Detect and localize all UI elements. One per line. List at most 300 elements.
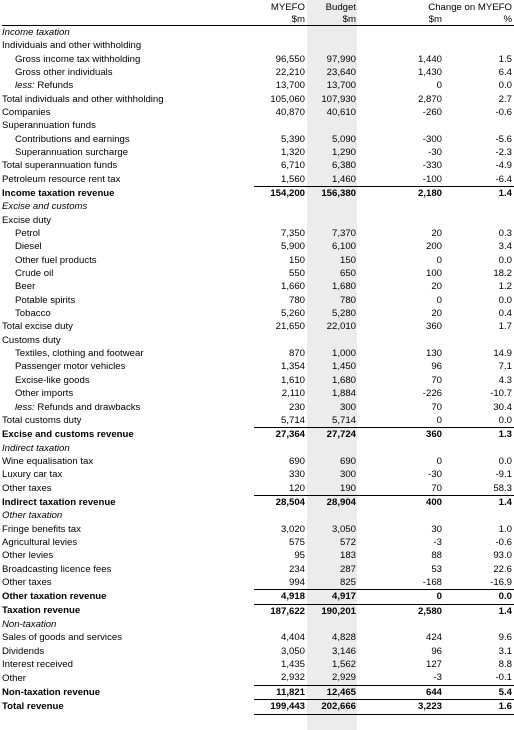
cell-myefo: 870: [288, 348, 305, 360]
cell-pct: 0.0: [498, 80, 513, 92]
cell-budget: 202,666: [307, 700, 358, 714]
cell-pct: [444, 200, 514, 213]
cell-change: 53: [431, 563, 442, 575]
row-label: [2, 700, 254, 714]
cell-myefo: [254, 334, 307, 347]
row-label: [2, 496, 254, 510]
cell-myefo: 550: [288, 268, 305, 280]
cell-myefo: [254, 119, 307, 132]
table-row-item: [2, 227, 514, 240]
row-label: [2, 93, 254, 106]
row-label-text: Potable spirits: [15, 294, 76, 306]
cell-change: [358, 26, 444, 40]
table-row-section: [2, 26, 514, 40]
cell-pct: 1.4: [444, 604, 514, 618]
cell-myefo: 5,714: [280, 414, 305, 426]
cell-myefo: 2,110: [281, 388, 305, 400]
cell-budget: 825: [339, 576, 356, 588]
cell-budget: [307, 200, 358, 213]
cell-pct: [444, 618, 514, 631]
row-label: [2, 361, 254, 374]
cell-change: 96: [431, 645, 442, 657]
cell-change: 20: [431, 281, 442, 293]
table-row-item: [2, 401, 514, 414]
cell-pct: [444, 509, 514, 522]
cell-pct: 93.0: [493, 550, 513, 562]
table-row-item: [2, 267, 514, 280]
row-label-text: Tobacco: [15, 308, 51, 320]
cell-budget: [307, 618, 358, 631]
table-row-line: [2, 549, 514, 562]
table-row-total: [2, 590, 514, 604]
cell-budget: 23,640: [326, 66, 356, 78]
cell-myefo: 40,870: [275, 106, 305, 118]
header-label-blank: [2, 2, 254, 13]
table-row-section: [2, 200, 514, 213]
cell-budget: 190,201: [307, 604, 358, 618]
cell-budget: 12,465: [307, 685, 358, 699]
row-label: [2, 604, 254, 618]
table-row-item: [2, 53, 514, 66]
table-row-sub: [2, 334, 514, 347]
cell-myefo: 690: [288, 455, 305, 467]
cell-change: 644: [358, 685, 444, 699]
cell-change: 0: [436, 294, 442, 306]
cell-pct: 0.0: [498, 455, 513, 467]
cell-myefo: 7,350: [280, 228, 305, 240]
table-row-line: [2, 93, 514, 106]
table-row-total: [2, 685, 514, 699]
row-label-text: Other fuel products: [15, 254, 97, 266]
header-change-on-myefo: Change on MYEFO: [428, 2, 513, 14]
cell-change: [358, 334, 444, 347]
cell-change: 0: [436, 455, 442, 467]
table-row-section: [2, 618, 514, 631]
cell-myefo: 21,650: [275, 321, 305, 333]
cell-myefo: 3,020: [280, 523, 305, 535]
cell-myefo: 187,622: [254, 604, 307, 618]
cell-budget: [307, 214, 358, 227]
row-label-text: Companies: [2, 106, 51, 118]
cell-change: 100: [425, 268, 442, 280]
cell-myefo: 4,404: [280, 632, 305, 644]
row-label: [2, 536, 254, 549]
row-label: [2, 133, 254, 146]
table-row-item: [2, 361, 514, 374]
cell-budget: 40,610: [326, 106, 356, 118]
cell-pct: -6.4: [495, 173, 513, 185]
cell-change: 360: [425, 321, 442, 333]
row-label-text: Luxury car tax: [2, 469, 63, 481]
cell-myefo: 994: [288, 576, 305, 588]
cell-myefo: 22,210: [275, 66, 305, 78]
cell-myefo: 3,050: [280, 645, 305, 657]
row-label-text: Non-taxation: [2, 619, 57, 630]
cell-pct: -5.6: [495, 133, 513, 145]
row-label: [2, 428, 254, 442]
cell-myefo: [254, 26, 307, 40]
row-label: [2, 267, 254, 280]
row-label: [2, 685, 254, 699]
cell-pct: -16.9: [490, 576, 513, 588]
cell-change: 200: [425, 241, 442, 253]
cell-change: [358, 119, 444, 132]
row-label-text: Superannuation funds: [2, 120, 96, 132]
cell-budget: 1,680: [331, 374, 356, 386]
row-label: [2, 106, 254, 119]
table-row-line: [2, 658, 514, 671]
row-label-text: Excise and customs revenue: [2, 428, 134, 440]
cell-change: 1,430: [417, 66, 442, 78]
cell-budget: 300: [339, 469, 356, 481]
cell-myefo: 6,710: [280, 160, 305, 172]
cell-pct: 4.3: [498, 374, 513, 386]
row-label-text: Textiles, clothing and footwear: [15, 348, 144, 360]
cell-budget: 1,460: [331, 173, 356, 185]
row-label-text: Superannuation surcharge: [15, 146, 129, 158]
cell-budget: [307, 26, 358, 40]
row-label-text: Excise duty: [2, 214, 52, 226]
row-label: [2, 658, 254, 671]
cell-change: -30: [428, 146, 442, 158]
cell-change: [358, 618, 444, 631]
table-body: [2, 26, 514, 715]
row-label-text: Broadcasting licence fees: [2, 563, 112, 575]
cell-pct: [444, 119, 514, 132]
table-row-total: [2, 496, 514, 510]
table-row-line: [2, 173, 514, 187]
row-label: [2, 227, 254, 240]
cell-pct: 1.3: [444, 428, 514, 442]
cell-budget: 6,380: [331, 160, 356, 172]
revenue-table: [2, 2, 514, 715]
cell-myefo: 234: [288, 563, 305, 575]
cell-myefo: 5,390: [280, 133, 305, 145]
row-label-text: Indirect taxation: [2, 442, 70, 454]
row-label: [2, 645, 254, 658]
cell-pct: 0.0: [498, 254, 513, 266]
cell-pct: [444, 39, 514, 52]
cell-budget: 190: [339, 482, 356, 494]
cell-pct: 22.6: [493, 563, 513, 575]
cell-myefo: 5,260: [280, 308, 305, 320]
row-label: [2, 39, 254, 52]
cell-pct: 14.9: [493, 348, 513, 360]
row-label-text: Crude oil: [15, 268, 54, 280]
cell-myefo: 27,364: [254, 428, 307, 442]
row-label-text: Interest received: [2, 659, 73, 671]
header-change-unit: $m: [358, 13, 444, 26]
cell-myefo: 120: [288, 482, 305, 494]
cell-myefo: 1,435: [280, 659, 305, 671]
row-label: [2, 200, 254, 213]
cell-pct: 1.7: [498, 321, 513, 333]
cell-budget: 4,828: [331, 632, 356, 644]
cell-myefo: 28,504: [254, 496, 307, 510]
row-label: [2, 241, 254, 254]
cell-pct: 3.4: [498, 241, 513, 253]
row-label-text: Excise-like goods: [15, 374, 90, 386]
row-label-text: Contributions and earnings: [15, 133, 130, 145]
header-budget: Budget: [325, 2, 356, 14]
header-myefo: MYEFO: [270, 2, 305, 14]
row-label: [2, 159, 254, 172]
row-label: [2, 563, 254, 576]
cell-myefo: 96,550: [275, 53, 305, 65]
cell-myefo: [254, 200, 307, 213]
row-label: [2, 387, 254, 400]
cell-change: 2,580: [358, 604, 444, 618]
cell-myefo: 5,900: [280, 241, 305, 253]
cell-myefo: 154,200: [254, 187, 307, 201]
cell-pct: 0.0: [498, 414, 513, 426]
row-label: [2, 414, 254, 428]
cell-budget: 650: [339, 268, 356, 280]
cell-myefo: 330: [288, 469, 305, 481]
cell-myefo: 95: [294, 550, 305, 562]
cell-change: 130: [425, 348, 442, 360]
cell-pct: 0.3: [498, 228, 513, 240]
table-row-item: [2, 146, 514, 159]
cell-pct: 8.8: [498, 659, 513, 671]
cell-myefo: 11,821: [254, 685, 307, 699]
cell-change: 0: [358, 590, 444, 604]
table-row-line: [2, 631, 514, 644]
table-row-line: [2, 482, 514, 496]
cell-budget: 7,370: [331, 228, 356, 240]
cell-change: -260: [422, 106, 442, 118]
row-label-text: Taxation revenue: [2, 605, 81, 617]
cell-myefo: 2,932: [280, 672, 305, 684]
cell-budget: [307, 442, 358, 455]
cell-pct: -9.1: [495, 469, 513, 481]
row-label: [2, 347, 254, 360]
cell-budget: 28,904: [307, 496, 358, 510]
table-row-item: [2, 133, 514, 146]
table-row-grand: [2, 700, 514, 714]
table-row-total: [2, 187, 514, 201]
row-label: [2, 321, 254, 334]
header-pct-unit: %: [444, 13, 514, 26]
cell-myefo: 1,660: [280, 281, 305, 293]
cell-budget: 1,562: [331, 659, 356, 671]
cell-pct: 0.0: [498, 294, 513, 306]
cell-budget: 5,714: [331, 414, 356, 426]
cell-pct: -0.6: [495, 536, 513, 548]
cell-change: 0: [436, 414, 442, 426]
cell-myefo: 105,060: [270, 93, 305, 105]
cell-budget: 3,146: [331, 645, 356, 657]
row-label-text: Other taxes: [2, 482, 52, 494]
cell-change: 3,223: [358, 700, 444, 714]
row-label: [2, 590, 254, 604]
cell-myefo: [254, 509, 307, 522]
table-row-item: [2, 241, 514, 254]
cell-pct: 18.2: [493, 268, 513, 280]
cell-change: [358, 509, 444, 522]
row-label-text: Total excise duty: [2, 321, 73, 333]
row-label: [2, 334, 254, 347]
row-label-text: Total superannuation funds: [2, 160, 118, 172]
row-label-text: Other taxation: [2, 510, 63, 522]
table-row-total: [2, 604, 514, 618]
cell-myefo: 575: [288, 536, 305, 548]
cell-change: [358, 200, 444, 213]
row-label-text: Other: [2, 672, 26, 684]
table-row-line: [2, 321, 514, 334]
cell-myefo: [254, 618, 307, 631]
cell-budget: 150: [339, 254, 356, 266]
cell-change: [358, 39, 444, 52]
row-label: [2, 549, 254, 562]
cell-pct: 1.2: [498, 281, 513, 293]
row-label: [2, 401, 254, 414]
cell-budget: 156,380: [307, 187, 358, 201]
row-label-text: Other taxation revenue: [2, 591, 107, 603]
cell-myefo: 1,320: [280, 146, 305, 158]
row-label: [2, 294, 254, 307]
table-row-line: [2, 672, 514, 686]
cell-change: 0: [436, 80, 442, 92]
cell-change: -100: [422, 173, 442, 185]
table-row-item: [2, 79, 514, 92]
cell-change: 88: [431, 550, 442, 562]
row-label-prefix: less:: [15, 401, 35, 413]
cell-change: -226: [422, 388, 442, 400]
cell-myefo: 199,443: [254, 700, 307, 714]
row-label: [2, 187, 254, 201]
cell-change: -168: [422, 576, 442, 588]
cell-budget: 5,090: [331, 133, 356, 145]
row-label: [2, 672, 254, 686]
table-row-sub: [2, 214, 514, 227]
cell-change: 70: [431, 401, 442, 413]
cell-budget: 13,700: [326, 80, 356, 92]
cell-change: [358, 214, 444, 227]
cell-change: 20: [431, 228, 442, 240]
row-label-text: Total individuals and other withholding: [2, 93, 164, 105]
cell-change: 1,440: [417, 53, 442, 65]
row-label-text: Passenger motor vehicles: [15, 361, 126, 373]
cell-pct: 2.7: [498, 93, 513, 105]
cell-budget: 4,917: [307, 590, 358, 604]
cell-budget: 27,724: [307, 428, 358, 442]
row-label: [2, 214, 254, 227]
cell-myefo: [254, 442, 307, 455]
table-row-section: [2, 442, 514, 455]
cell-myefo: 13,700: [275, 80, 305, 92]
table-row-section: [2, 509, 514, 522]
row-label-text: Gross other individuals: [15, 66, 113, 78]
row-label-text: Refunds and drawbacks: [37, 401, 141, 413]
cell-pct: -2.3: [495, 146, 513, 158]
table-row-line: [2, 523, 514, 536]
cell-myefo: 1,610: [280, 374, 305, 386]
cell-pct: 58.3: [493, 482, 513, 494]
cell-pct: [444, 26, 514, 40]
cell-change: 70: [431, 374, 442, 386]
table-row-line: [2, 106, 514, 119]
cell-change: 20: [431, 308, 442, 320]
cell-budget: 2,929: [331, 672, 356, 684]
cell-myefo: 1,560: [280, 173, 305, 185]
table-header: [2, 2, 514, 26]
row-label-text: Other levies: [2, 550, 54, 562]
row-label-text: Other imports: [15, 388, 74, 400]
cell-change: -3: [433, 672, 442, 684]
cell-pct: 1.6: [444, 700, 514, 714]
row-label: [2, 576, 254, 590]
row-label: [2, 173, 254, 187]
cell-budget: 780: [339, 294, 356, 306]
table-row-sub: [2, 119, 514, 132]
cell-myefo: 150: [288, 254, 305, 266]
row-label-text: Non-taxation revenue: [2, 686, 101, 698]
cell-myefo: 4,918: [254, 590, 307, 604]
row-label: [2, 26, 254, 40]
cell-budget: 300: [339, 401, 356, 413]
cell-pct: 3.1: [498, 645, 513, 657]
row-label: [2, 281, 254, 294]
row-label: [2, 455, 254, 468]
cell-change: -300: [422, 133, 442, 145]
cell-budget: 183: [339, 550, 356, 562]
cell-budget: 107,930: [321, 93, 356, 105]
cell-budget: 287: [339, 563, 356, 575]
cell-pct: 30.4: [493, 401, 513, 413]
cell-budget: 572: [339, 536, 356, 548]
cell-change: 2,180: [358, 187, 444, 201]
cell-budget: [307, 509, 358, 522]
table-row-sub: [2, 39, 514, 52]
cell-myefo: [254, 214, 307, 227]
table-row-line: [2, 576, 514, 590]
table-row-item: [2, 281, 514, 294]
row-label: [2, 442, 254, 455]
cell-change: 400: [358, 496, 444, 510]
cell-pct: 1.5: [498, 53, 513, 65]
cell-pct: 0.4: [498, 308, 513, 320]
cell-change: 127: [425, 659, 442, 671]
cell-myefo: 1,354: [280, 361, 305, 373]
row-label: [2, 482, 254, 496]
cell-budget: 690: [339, 455, 356, 467]
row-label-text: Petrol: [15, 228, 41, 240]
cell-myefo: [254, 39, 307, 52]
table-row-item: [2, 387, 514, 400]
table-row-item: [2, 66, 514, 79]
cell-pct: [444, 334, 514, 347]
row-label-text: Excise and customs: [2, 201, 88, 213]
cell-pct: 9.6: [498, 632, 513, 644]
cell-budget: [307, 39, 358, 52]
row-label-text: Beer: [15, 281, 36, 293]
table-row-line: [2, 563, 514, 576]
cell-change: 30: [431, 523, 442, 535]
row-label: [2, 468, 254, 481]
cell-change: 0: [436, 254, 442, 266]
row-label: [2, 307, 254, 320]
row-label-text: Total revenue: [2, 701, 64, 713]
cell-pct: 7.1: [498, 361, 513, 373]
table-row-item: [2, 254, 514, 267]
cell-pct: 0.0: [444, 590, 514, 604]
table-row-line: [2, 536, 514, 549]
cell-budget: 5,280: [331, 308, 356, 320]
cell-pct: [444, 214, 514, 227]
cell-pct: [444, 442, 514, 455]
cell-budget: 3,050: [331, 523, 356, 535]
